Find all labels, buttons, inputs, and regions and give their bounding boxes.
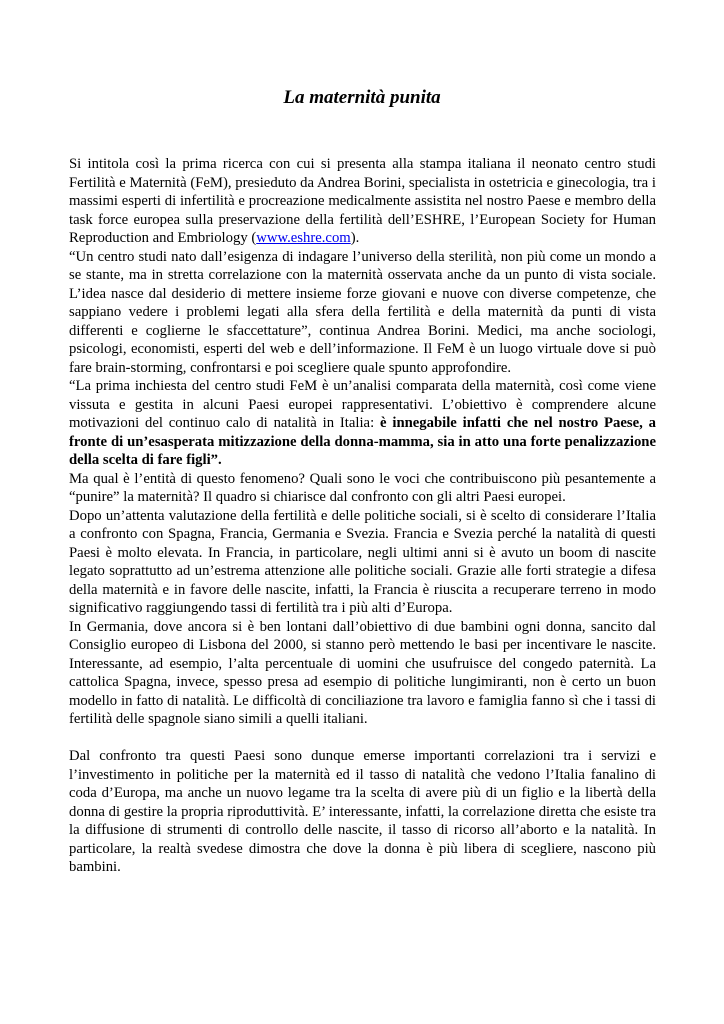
paragraph-centro-studi: “Un centro studi nato dall’esigenza di indagare l’universo della sterilità, non più come un mondo a se stante, ma in stretta correlazione con la maternità osservata anche da un punto di vista sociale. L’idea nasce dal desiderio di mettere insieme forze giovani e nuove con diverse competenze, che sappiano vedere i problemi legati alla sfera della fertilità e della maternità da punti di vista differenti e coglierne le sfaccettature”, continua Andrea Borini. Medici, ma anche sociologi, psicologi, economisti, esperti del web e dell’informazione. Il FeM è un luogo virtuale dove si può fare brain-storming, confrontarsi e poi scegliere quale spunto approfondire. <box>69 248 656 376</box>
paragraph-germania-spagna: In Germania, dove ancora si è ben lontani dall’obiettivo di due bambini ogni donna, sancito dal Consiglio europeo di Lisbona del 2000, si stanno però mettendo le basi per incentivare le nascite. Interessante, ad esempio, l’alta percentuale di uomini che usufruisce del congedo paternità. La cattolica Spagna, invece, spesso presa ad esempio di politiche lungimiranti, non è certo un buon modello in fatto di natalità. Le difficoltà di conciliazione tra lavoro e famiglia fanno sì che i tassi di fertilità delle spagnole siano simili a quelli italiani. <box>69 618 656 727</box>
paragraph-inchiesta-text: “La prima inchiesta del centro studi FeM è un’analisi comparata della maternità, così come viene vissuta e gestita in alcuni Paesi europei rappresentativi. L’obiettivo è comprendere alcune motivazioni del continuo calo di natalità in Italia: <box>69 378 656 431</box>
paragraph-conclusione: Dal confronto tra questi Paesi sono dunque emerse importanti correlazioni tra i servizi e l’investimento in politiche per la maternità ed il tasso di natalità che vedono l’Italia fanalino di coda d’Europa, ma anche un nuovo legame tra la scelta di avere più di un figlio e la libertà della donna di gestire la propria riproduttività. E’ interessante, infatti, la correlazione diretta che esiste tra la diffusione di strumenti di controllo delle nascite, il tasso di ricorso all’aborto e la natalità. In particolare, la realtà svedese dimostra che dove la donna è più libera di scegliere, nascono più bambini. <box>69 748 656 875</box>
paragraph-spacer <box>69 729 656 748</box>
document-body <box>69 155 656 877</box>
document-title: La maternità punita <box>283 87 441 108</box>
eshre-link[interactable]: www.eshre.com <box>256 230 351 246</box>
paragraph-confronto: Dopo un’attenta valutazione della fertilità e delle politiche sociali, si è scelto di considerare l’Italia a confronto con Spagna, Francia, Germania e Svezia. Francia e Svezia perché la natalità di questi Paesi è molto elevata. In Francia, in particolare, negli ultimi anni si è avuto un boom di nascite legato soprattutto ad un’estrema attenzione alle politiche sociali. Grazie alle forti strategie a difesa della maternità e in favore delle nascite, infatti, la Francia è riuscita a recuperare terreno in modo significativo raggiungendo tassi di fertilità tra i più alti d’Europa. <box>69 507 656 616</box>
paragraph-intro <box>69 155 656 248</box>
paragraph-inchiesta <box>69 377 656 470</box>
paragraph-inchiesta-bold: è innegabile infatti che nel nostro Paese, a fronte di un’esasperata mitizzazione della donna-mamma, sia in atto una forte penalizzazione della scelta di fare figli”. <box>69 415 656 468</box>
paragraph-intro-end: ). <box>350 230 360 246</box>
paragraph-domande: Ma qual è l’entità di questo fenomeno? Quali sono le voci che contribuiscono più pesantemente a “punire” la maternità? Il quadro si chiarisce dal confronto con gli altri Paesi europei. <box>69 470 656 505</box>
paragraph-intro-text: Si intitola così la prima ricerca con cui si presenta alla stampa italiana il neonato centro studi Fertilità e Maternità (FeM), presieduto da Andrea Borini, specialista in ostetricia e ginecologia, tra i massimi esperti di infertilità e procreazione medicalmente assistita nel nostro Paese e membro della task force europea sulla preservazione della fertilità dell’ESHRE, l’European Society for Human Reproduction and Embriology ( <box>69 156 656 246</box>
